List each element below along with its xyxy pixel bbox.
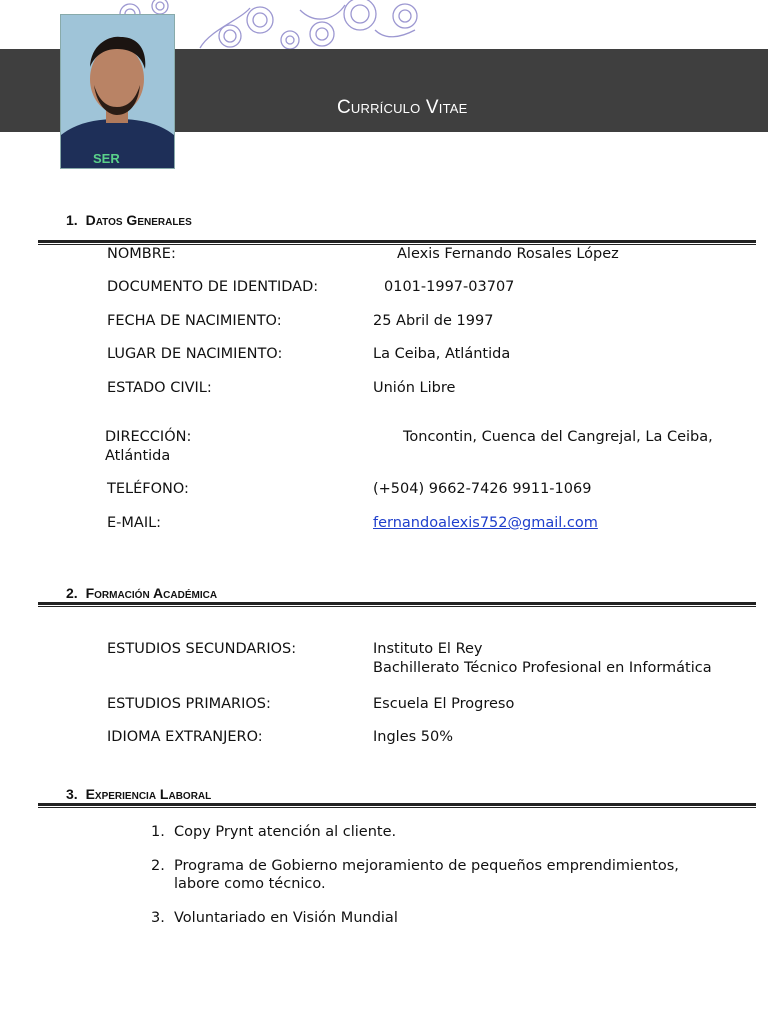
field-label-fecha: FECHA DE NACIMIENTO: xyxy=(107,313,282,329)
list-item xyxy=(151,823,714,841)
field-value-primarios: Escuela El Progreso xyxy=(373,696,515,712)
field-value-email xyxy=(373,514,598,533)
section-title: Formación Académica xyxy=(85,585,218,601)
list-number: 2. xyxy=(151,858,165,874)
section-divider xyxy=(38,240,756,243)
field-label-nombre: NOMBRE: xyxy=(107,246,176,262)
section-heading-experiencia xyxy=(66,786,211,802)
list-text: Programa de Gobierno mejoramiento de pequeños emprendimientos, labore como técnico. xyxy=(174,858,679,892)
field-label-estado-civil: ESTADO CIVIL: xyxy=(107,380,212,396)
field-label-primarios: ESTUDIOS PRIMARIOS: xyxy=(107,696,271,712)
field-value-documento: 0101-1997-03707 xyxy=(384,279,515,295)
field-value-idioma: Ingles 50% xyxy=(373,729,454,745)
field-value-direccion: Toncontin, Cuenca del Cangrejal, La Ceiba, xyxy=(403,429,713,445)
list-text: Voluntariado en Visión Mundial xyxy=(174,910,398,926)
section-number: 1. xyxy=(66,212,78,228)
section-number: 2. xyxy=(66,585,78,601)
field-value-estado-civil: Unión Libre xyxy=(373,380,456,396)
list-number: 3. xyxy=(151,910,165,926)
field-value-nombre: Alexis Fernando Rosales López xyxy=(397,246,619,262)
list-text: Copy Prynt atención al cliente. xyxy=(174,824,397,840)
section-title: Datos Generales xyxy=(85,212,192,228)
email-link[interactable]: fernandoalexis752@gmail.com xyxy=(373,515,598,531)
list-item xyxy=(151,909,714,927)
field-label-lugar: LUGAR DE NACIMIENTO: xyxy=(107,346,283,362)
section-title: Experiencia Laboral xyxy=(85,786,212,802)
field-label-email: E-MAIL: xyxy=(107,515,162,531)
section-divider xyxy=(38,803,756,806)
field-value-direccion-cont: Atlántida xyxy=(105,448,171,464)
field-label-idioma: IDIOMA EXTRANJERO: xyxy=(107,729,263,745)
field-label-direccion: DIRECCIÓN: xyxy=(105,429,192,445)
page-title: Currículo Vitae xyxy=(337,97,468,118)
field-label-secundarios: ESTUDIOS SECUNDARIOS: xyxy=(107,641,297,657)
shirt-text: SER xyxy=(93,151,120,166)
profile-photo xyxy=(60,14,175,169)
field-value-telefono: (+504) 9662-7426 9911-1069 xyxy=(373,481,592,497)
field-value-lugar: La Ceiba, Atlántida xyxy=(373,346,511,362)
field-label-telefono: TELÉFONO: xyxy=(107,481,189,497)
list-item xyxy=(151,857,714,893)
field-value-fecha: 25 Abril de 1997 xyxy=(373,313,494,329)
section-heading-datos xyxy=(66,212,192,228)
list-number: 1. xyxy=(151,824,165,840)
field-label-documento: DOCUMENTO DE IDENTIDAD: xyxy=(107,279,319,295)
field-value-secundarios: Instituto El Rey xyxy=(373,641,483,657)
section-heading-formacion xyxy=(66,585,217,601)
section-divider xyxy=(38,602,756,605)
field-value-secundarios-line2: Bachillerato Técnico Profesional en Informática xyxy=(373,660,712,676)
section-number: 3. xyxy=(66,786,78,802)
